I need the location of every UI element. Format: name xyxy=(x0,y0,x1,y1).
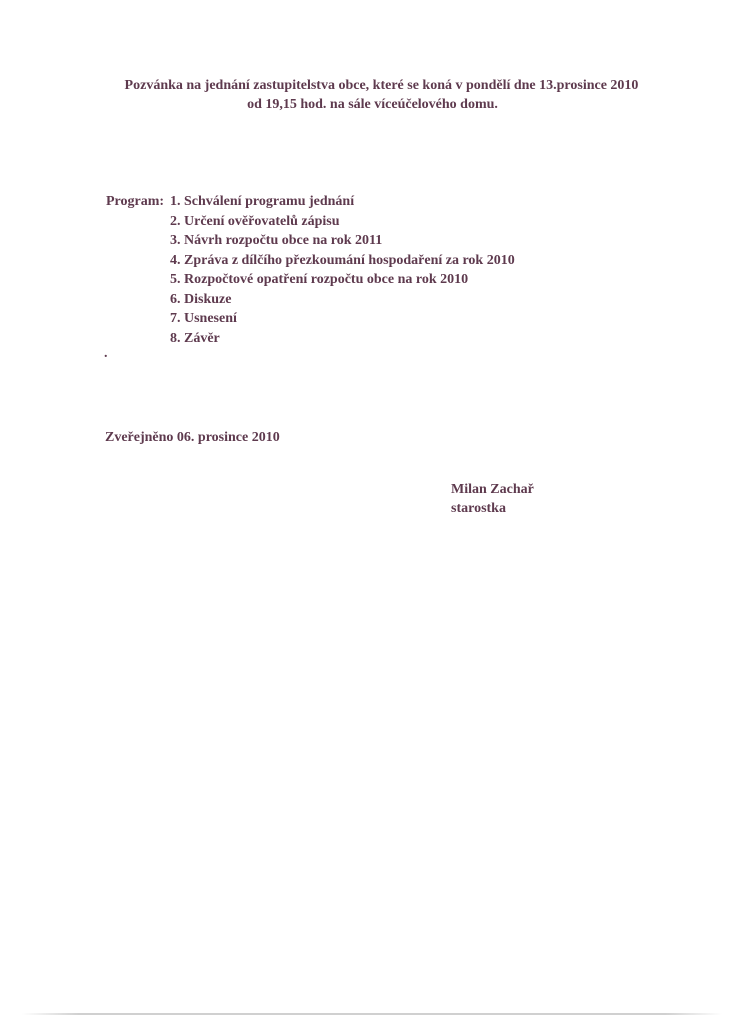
scan-edge-line xyxy=(22,1013,722,1015)
program-item-8: 8. Závěr xyxy=(170,330,220,346)
signatory-title: starostka xyxy=(451,501,506,516)
invitation-heading xyxy=(0,76,745,114)
program-item-2: 2. Určení ověřovatelů zápisu xyxy=(170,213,340,229)
program-item-1: 1. Schválení programu jednání xyxy=(170,194,355,209)
stray-dot-mark: . xyxy=(104,346,108,361)
publication-date: Zveřejněno 06. prosince 2010 xyxy=(105,430,280,445)
program-item-7: 7. Usnesení xyxy=(170,311,237,326)
heading-line-2: od 19,15 hod. na sále víceúčelového domu. xyxy=(247,97,498,112)
program-list xyxy=(170,192,515,348)
heading-line-1: Pozvánka na jednání zastupitelstva obce, které se koná v pondělí dne 13.prosince 2010 xyxy=(124,78,639,93)
program-item-4: 4. Zpráva z dílčího přezkoumání hospodaření za rok 2010 xyxy=(170,252,515,268)
program-item-3: 3. Návrh rozpočtu obce na rok 2011 xyxy=(170,233,383,248)
signature-block xyxy=(451,480,534,518)
signatory-name: Milan Zachař xyxy=(451,482,534,497)
program-item-6: 6. Diskuze xyxy=(170,291,232,307)
program-label: Program: xyxy=(106,194,165,209)
program-item-5: 5. Rozpočtové opatření rozpočtu obce na rok 2010 xyxy=(170,272,469,287)
